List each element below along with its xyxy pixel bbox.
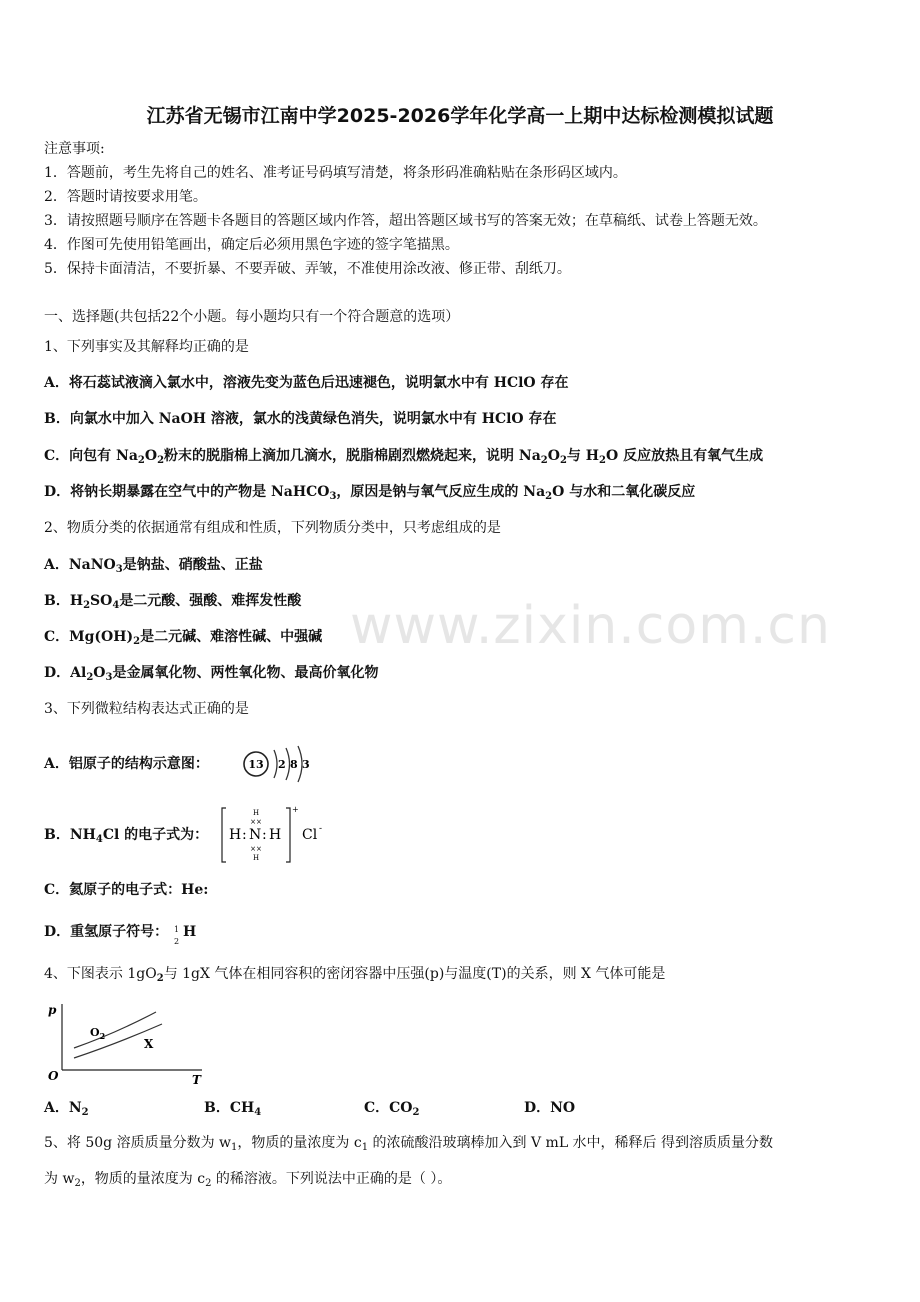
- cation-charge: +: [292, 805, 299, 814]
- series-label-x: X: [144, 1037, 154, 1051]
- top-hydrogen: H: [252, 809, 260, 817]
- aluminum-atom-diagram: [238, 740, 310, 786]
- notice-item: 4．作图可先使用铅笔画出，确定后必须用黑色字迹的签字笔描黑。: [44, 237, 459, 253]
- q3-option-a: A．铝原子的结构示意图：: [44, 756, 209, 772]
- section-heading: 一、选择题(共包括22个小题。每小题均只有一个符合题意的选项）: [44, 309, 460, 325]
- q4-stem: 4、下图表示 $1gO_2$与 1gX 气体在相同容积的密闭容器中压强(p)与温度(T)的关系，则 X 气体可能是: [44, 966, 666, 984]
- shell-count: 2: [278, 758, 286, 771]
- q1-option-c: C．向包有 $Na_2O_2$粉末的脱脂棉上滴加几滴水，脱脂棉剧烈燃烧起来，说明 $Na_2O_2$与 $H_2O$ 反应放热且有氧气生成: [44, 448, 764, 466]
- pressure-temperature-chart: [44, 998, 214, 1088]
- q5-line-2: 为 $w_2$，物质的量浓度为 $c_2$ 的稀溶液。下列说法中正确的是（ ）。: [44, 1171, 452, 1189]
- chloride-ion: Cl: [302, 827, 318, 843]
- svg-text::: :: [242, 827, 247, 843]
- q1-option-d: D．将钠长期暴露在空气中的产物是 NaHCO$_3$，原因是钠与氧气反应生成的 $Na_2O$ 与水和二氧化碳反应: [44, 484, 696, 502]
- page-title: 江苏省无锡市江南中学2025-2026学年化学高一上期中达标检测模拟试题: [146, 105, 774, 127]
- nh4cl-electron-formula: [218, 804, 338, 866]
- q3-option-b: B．$NH_4Cl$ 的电子式为：: [44, 827, 209, 845]
- q2-stem: 2、物质分类的依据通常有组成和性质，下列物质分类中，只考虑组成的是: [44, 520, 501, 536]
- notice-item: 3．请按照题号顺序在答题卡各题目的答题区域内作答，超出答题区域书写的答案无效；在草稿纸、试卷上答题无效。: [44, 213, 767, 229]
- right-bracket: [286, 808, 290, 862]
- notice-heading: 注意事项:: [44, 141, 105, 157]
- origin-label: O: [48, 1069, 59, 1083]
- q5-line-1: 5、将 50g 溶质质量分数为 $w_1$，物质的量浓度为 $c_1$ 的浓硫酸沿玻璃棒加入到 V mL 水中，稀释后 得到溶质质量分数: [44, 1135, 774, 1153]
- anion-charge: -: [319, 824, 323, 834]
- notice-item: 2．答题时请按要求用笔。: [44, 189, 207, 205]
- bottom-hydrogen: H: [252, 854, 260, 862]
- q4-option-d: D．NO: [524, 1100, 576, 1116]
- electron-shell-arc: [274, 750, 277, 778]
- bottom-electron-pair: ××: [250, 845, 262, 853]
- nucleus-label: 13: [248, 758, 264, 771]
- svg-text::: :: [262, 827, 267, 843]
- left-hydrogen: H: [229, 827, 242, 843]
- watermark: www.zixin.com.cn: [350, 596, 831, 656]
- q1-option-a: A．将石蕊试液滴入氯水中，溶液先变为蓝色后迅速褪色，说明氯水中有 HClO 存在: [44, 375, 569, 391]
- q1-option-b: B．向氯水中加入 NaOH 溶液，氯水的浅黄绿色消失，说明氯水中有 HClO 存在: [44, 411, 557, 427]
- x-axis-label: T: [192, 1073, 201, 1087]
- q4-option-c: C．$CO_2$: [364, 1100, 420, 1118]
- shell-count: 8: [290, 758, 298, 771]
- q4-option-a: A．$N_2$: [44, 1100, 89, 1118]
- q3-option-c: C．氦原子的电子式：He:: [44, 882, 209, 898]
- shell-count: 3: [302, 758, 310, 771]
- left-bracket: [222, 808, 226, 862]
- series-label-o2: $O_2$: [90, 1026, 106, 1041]
- isotope-numbers: 1 2: [174, 925, 180, 946]
- notice-item: 1．答题前，考生先将自己的姓名、准考证号码填写清楚，将条形码准确粘贴在条形码区域内。: [44, 165, 627, 181]
- q2-option-b: B．$H_2SO_4$是二元酸、强酸、难挥发性酸: [44, 593, 302, 611]
- y-axis-label: p: [48, 1003, 57, 1017]
- q3-stem: 3、下列微粒结构表达式正确的是: [44, 701, 249, 717]
- right-hydrogen: H: [269, 827, 282, 843]
- q2-option-c: C．$Mg(OH)_2$是二元碱、难溶性碱、中强碱: [44, 629, 323, 647]
- q4-option-b: B．$CH_4$: [204, 1100, 262, 1118]
- q2-option-d: D．$Al_2O_3$是金属氧化物、两性氧化物、最高价氧化物: [44, 665, 379, 683]
- notice-item: 5．保持卡面清洁，不要折暴、不要弄破、弄皱，不准使用涂改液、修正带、刮纸刀。: [44, 261, 571, 277]
- q2-option-a: A．NaNO$_3$是钠盐、硝酸盐、正盐: [44, 557, 263, 575]
- nitrogen-atom: N: [249, 827, 262, 843]
- electron-shell-arc: [286, 748, 290, 780]
- q1-stem: 1、下列事实及其解释均正确的是: [44, 339, 249, 355]
- q3-option-d: D．重氢原子符号： 1 2 H: [44, 924, 197, 946]
- top-electron-pair: ××: [250, 818, 262, 826]
